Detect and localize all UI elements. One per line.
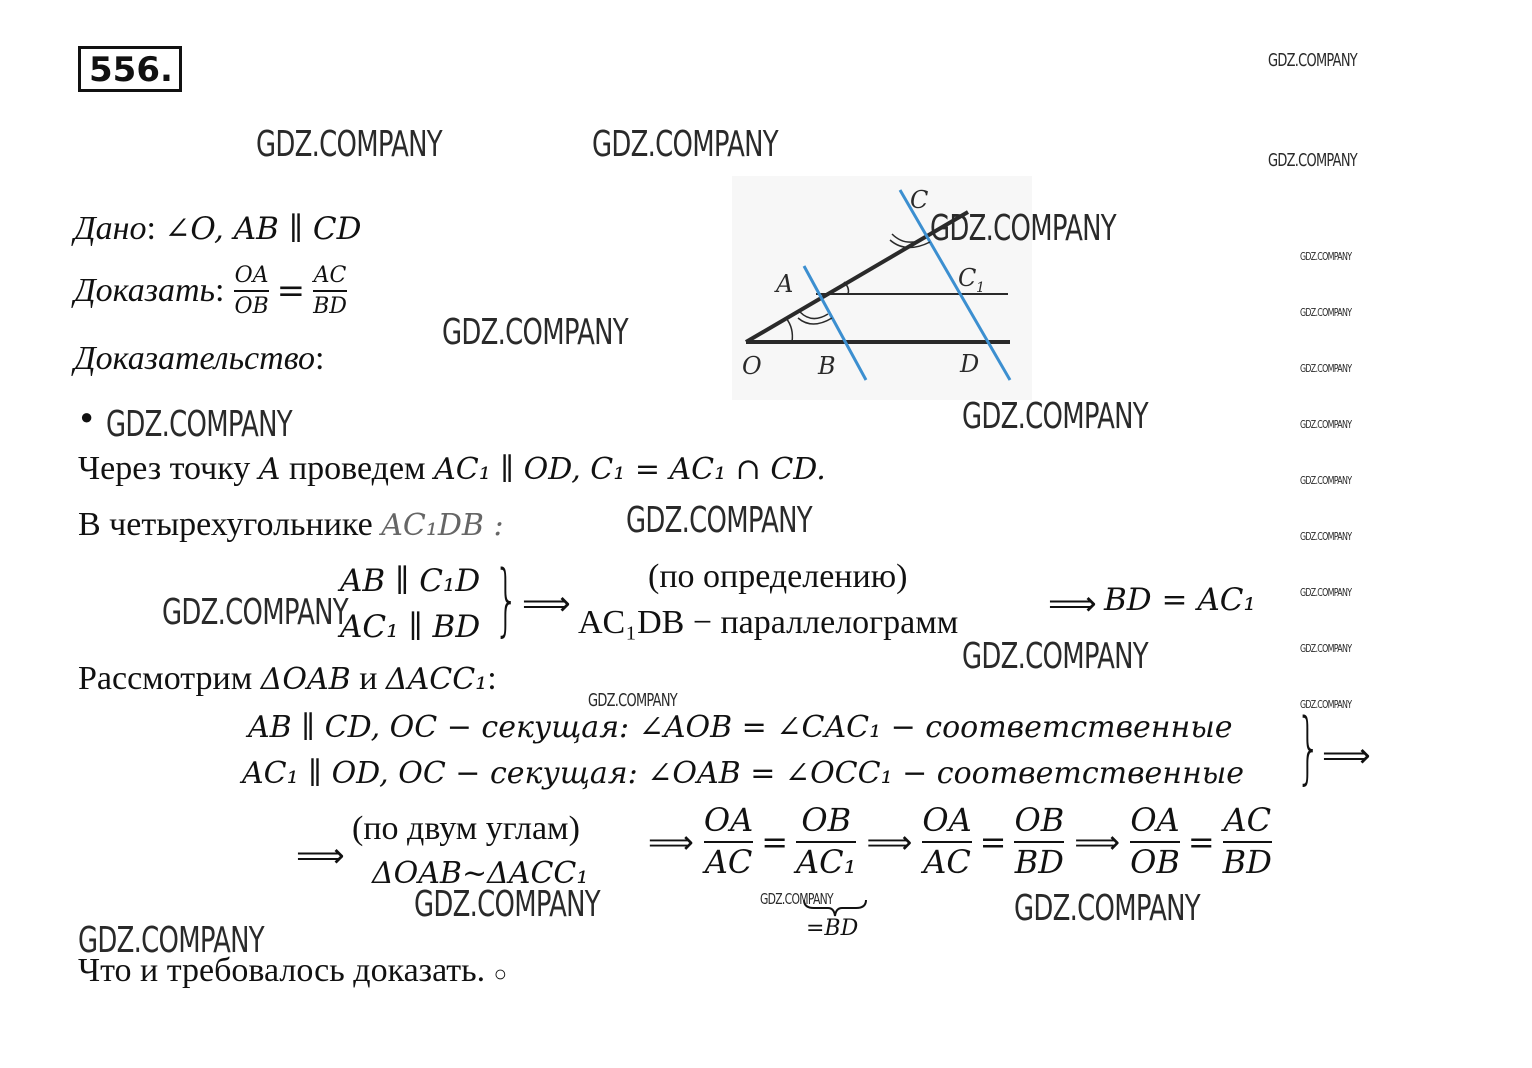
ratio-arrow-1: ⟹ bbox=[648, 822, 694, 861]
ratio-fraction-1-num: OA bbox=[703, 801, 754, 839]
watermark: GDZ.COMPANY bbox=[78, 920, 264, 961]
watermark: GDZ.COMPANY bbox=[1300, 698, 1352, 711]
label-c1: C bbox=[958, 264, 977, 292]
consider-and: и bbox=[350, 660, 386, 697]
proof-colon: : bbox=[315, 340, 325, 377]
given-line bbox=[74, 210, 362, 248]
parallelogram-result: BD = AC₁ bbox=[1104, 582, 1256, 618]
label-a: A bbox=[776, 270, 794, 298]
label-c1-subscript: 1 bbox=[976, 280, 985, 296]
watermark: GDZ.COMPANY bbox=[760, 890, 833, 908]
step1-expression: AC₁ ∥ OD, C₁ = AC₁ ∩ CD. bbox=[434, 452, 826, 487]
watermark: GDZ.COMPANY bbox=[1300, 362, 1352, 375]
watermark: GDZ.COMPANY bbox=[106, 404, 292, 445]
watermark: GDZ.COMPANY bbox=[414, 884, 600, 925]
parallelogram-condition-1: AB ∥ C₁D bbox=[340, 563, 481, 599]
ratio-fraction-5-den: OB bbox=[1130, 842, 1180, 881]
consider-triangle-1: ΔOAB bbox=[260, 662, 351, 697]
similarity-note: (по двум углам) bbox=[352, 810, 580, 847]
watermark: GDZ.COMPANY bbox=[256, 124, 442, 165]
proof-label-line bbox=[74, 340, 324, 378]
watermark: GDZ.COMPANY bbox=[1300, 530, 1352, 543]
watermark: GDZ.COMPANY bbox=[588, 690, 677, 711]
watermark: GDZ.COMPANY bbox=[1300, 418, 1352, 431]
conclusion-mark: ○ bbox=[493, 961, 507, 986]
prove-fraction-left bbox=[234, 264, 268, 318]
watermark: GDZ.COMPANY bbox=[1300, 250, 1352, 263]
step1-text-b: проведем bbox=[280, 450, 435, 487]
ratio-fraction-4 bbox=[1014, 801, 1065, 881]
parallelogram-arrow: ⟹ bbox=[522, 584, 571, 624]
ratio-chain bbox=[648, 801, 1272, 881]
watermark: GDZ.COMPANY bbox=[162, 592, 348, 633]
consider-text: Рассмотрим bbox=[78, 660, 261, 697]
step1-point-a: A bbox=[258, 452, 281, 487]
parallelogram-note: (по определению) bbox=[648, 558, 908, 595]
watermark: GDZ.COMPANY bbox=[1268, 150, 1357, 171]
step1-line bbox=[78, 450, 826, 488]
problem-number: 556. bbox=[78, 46, 182, 92]
ratio-equals-1: = bbox=[761, 822, 789, 861]
consider-triangle-2: ΔACC₁ bbox=[385, 662, 488, 697]
watermark: GDZ.COMPANY bbox=[592, 124, 778, 165]
prove-label: Доказать bbox=[74, 272, 215, 310]
watermark: GDZ.COMPANY bbox=[1268, 50, 1357, 71]
step1-text-a: Через точку bbox=[78, 450, 259, 487]
angles-brace: } bbox=[1296, 703, 1321, 793]
ratio-fraction-1-den: AC bbox=[704, 842, 753, 881]
watermark: GDZ.COMPANY bbox=[1300, 586, 1352, 599]
watermark: GDZ.COMPANY bbox=[1300, 474, 1352, 487]
given-colon: : bbox=[146, 210, 156, 247]
prove-line bbox=[74, 264, 347, 318]
ratio-fraction-4-den: BD bbox=[1014, 842, 1064, 881]
label-o: O bbox=[742, 352, 762, 380]
consider-colon: : bbox=[487, 660, 497, 697]
watermark: GDZ.COMPANY bbox=[962, 636, 1148, 677]
ratio-fraction-3-num: OA bbox=[922, 801, 972, 839]
watermark: GDZ.COMPANY bbox=[930, 208, 1116, 249]
watermark: GDZ.COMPANY bbox=[1014, 888, 1200, 929]
consider-line bbox=[78, 660, 497, 698]
ratio-arrow-2: ⟹ bbox=[866, 822, 913, 861]
watermark: GDZ.COMPANY bbox=[962, 396, 1148, 437]
step2-line bbox=[78, 506, 504, 544]
ratio-equals-3: = bbox=[1187, 822, 1215, 861]
similarity-statement: ΔOAB~ΔACC₁ bbox=[372, 856, 589, 891]
prove-colon: : bbox=[214, 272, 225, 310]
proof-label: Доказательство bbox=[74, 340, 316, 377]
ratio-fraction-2-num: OB bbox=[801, 801, 852, 839]
ratio-fraction-3 bbox=[922, 801, 972, 881]
ratio-arrow-3: ⟹ bbox=[1074, 822, 1121, 861]
prove-rhs-numerator: AC bbox=[313, 263, 347, 288]
parallelogram-arrow-2: ⟹ bbox=[1048, 584, 1097, 624]
parallelogram-conditions bbox=[340, 558, 480, 650]
ratio-fraction-6-num: AC bbox=[1223, 801, 1272, 839]
given-statement: ∠O, AB ∥ CD bbox=[164, 211, 362, 247]
ratio-fraction-1 bbox=[703, 801, 754, 881]
ratio-fraction-3-den: AC bbox=[923, 842, 971, 881]
parallelogram-condition-2: AC₁ ∥ BD bbox=[340, 609, 481, 645]
angles-line-2: AC₁ ∥ OD, OC − секущая: ∠OAB = ∠OCC₁ − соответственные bbox=[242, 756, 1245, 791]
ratio-fraction-4-num: OB bbox=[1014, 801, 1065, 839]
ratio-fraction-5-num: OA bbox=[1130, 801, 1180, 839]
underbrace-note: =BD bbox=[806, 916, 859, 941]
prove-lhs-numerator: OA bbox=[234, 263, 269, 288]
ratio-fraction-6-den: BD bbox=[1222, 842, 1272, 881]
angles-line-1: AB ∥ CD, OC − секущая: ∠AOB = ∠CAC₁ − соответственные bbox=[248, 710, 1233, 745]
ratio-fraction-5 bbox=[1130, 801, 1180, 881]
watermark: GDZ.COMPANY bbox=[1300, 642, 1352, 655]
bullet: ● bbox=[80, 404, 94, 429]
similarity-arrow-lead: ⟹ bbox=[296, 836, 345, 876]
ratio-fraction-2 bbox=[796, 801, 857, 881]
watermark: GDZ.COMPANY bbox=[442, 312, 628, 353]
given-label: Дано bbox=[74, 210, 147, 247]
label-c: C bbox=[910, 186, 929, 214]
parallelogram-conclusion: AC₁DB − параллелограмм bbox=[578, 604, 959, 641]
prove-equals: = bbox=[276, 271, 306, 312]
angles-arrow: ⟹ bbox=[1322, 736, 1371, 776]
ratio-equals-2: = bbox=[979, 822, 1007, 861]
conclusion-text: Что и требовалось доказать. bbox=[78, 952, 486, 989]
step2-expression: AC₁DB : bbox=[381, 508, 504, 543]
prove-rhs-denominator: BD bbox=[313, 294, 347, 320]
prove-fraction-right bbox=[313, 264, 347, 318]
label-d: D bbox=[960, 350, 980, 378]
watermark: GDZ.COMPANY bbox=[626, 500, 812, 541]
parallelogram-brace: } bbox=[494, 555, 519, 645]
watermark: GDZ.COMPANY bbox=[1300, 306, 1352, 319]
ratio-fraction-2-den: AC₁ bbox=[796, 842, 857, 881]
label-b: B bbox=[818, 352, 836, 380]
ratio-fraction-6 bbox=[1222, 801, 1272, 881]
step2-text: В четырехугольнике bbox=[78, 506, 382, 543]
prove-lhs-denominator: OB bbox=[234, 294, 269, 320]
